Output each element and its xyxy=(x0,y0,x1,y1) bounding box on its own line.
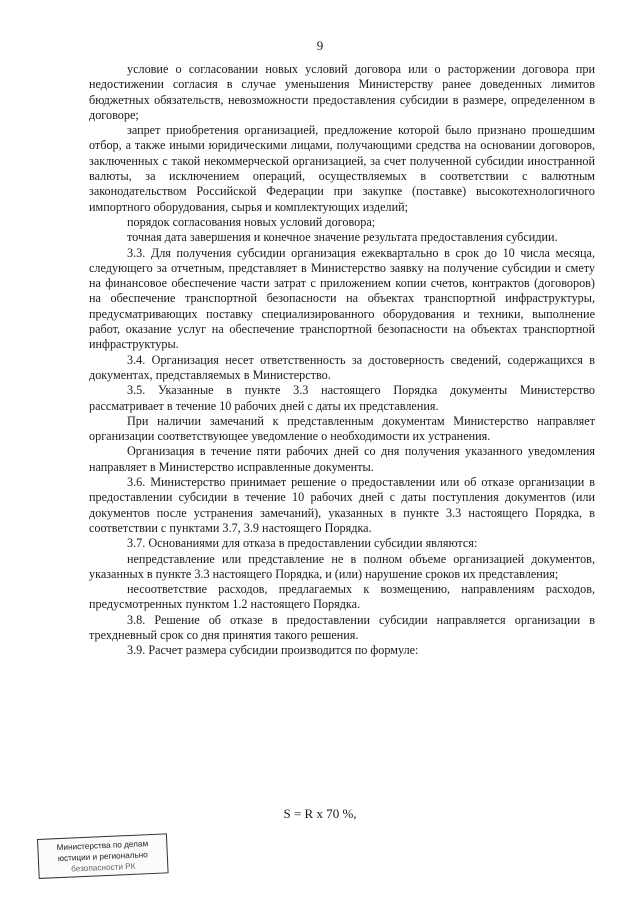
paragraph-3-3: 3.3. Для получения субсидии организация ежеквартально в срок до 10 числа месяца, следующего за отчетным, представляет в Министерство заявку на получение субсидии и смету на финансовое обеспечение части затрат с приложением копии счетов, контрактов (договоров) на обеспечение транспортной безопасности на объектах транспортной инфраструктуры, предусматривающих поставку специализированного оборудования и техники, выполнение работ, оказание услуг на обеспечение транспортной безопасности на объектах транспортной инфраструктуры. xyxy=(89,245,595,352)
paragraph-3-6: 3.6. Министерство принимает решение о предоставлении или об отказе организации в предоставлении субсидии в течение 10 рабочих дней с даты поступления документов (или документов после устранения замечаний), указанных в пункте 3.3 настоящего Порядка, в соответствии с пунктами 3.7, 3.9 настоящего Порядка. xyxy=(89,475,595,535)
paragraph-3-4: 3.4. Организация несет ответственность за достоверность сведений, содержащихся в документах, представляемых в Министерство. xyxy=(89,352,595,382)
paragraph-3-8: 3.8. Решение об отказе в предоставлении субсидии направляется организации в трехдневный срок со дня принятия такого решения. xyxy=(89,612,595,642)
paragraph-resubmission: Организация в течение пяти рабочих дней со дня получения указанного уведомления направляет в Министерство исправленные документы. xyxy=(89,444,595,474)
paragraph-refusal-reason-2: несоответствие расходов, предлагаемых к возмещению, направлениям расходов, предусмотренных пунктом 1.2 настоящего Порядка. xyxy=(89,582,595,612)
paragraph-currency-prohibition: запрет приобретения организацией, предложение которой было признано прошедшим отбор, а также иными юридическими лицами, получающими средства на основании договоров, заключенных с такой некоммерческой организацией, за счет полученной субсидии иностранной валюты, за исключением операций, осуществляемых в соответствии с валютным законодательством Российской Федерации при закупке (поставке) высокотехнологичного импортного оборудования, сырья и комплектующих изделий; xyxy=(89,123,595,214)
subsidy-formula: S = R x 70 %, xyxy=(283,806,357,821)
stamp-line-1: Министерства по делам xyxy=(56,839,149,853)
paragraph-3-7: 3.7. Основаниями для отказа в предоставлении субсидии являются: xyxy=(127,536,478,551)
stamp-line-2: юстиции и регионально xyxy=(57,850,148,864)
page-number: 9 xyxy=(316,38,324,53)
paragraph-termination-condition: условие о согласовании новых условий договора или о расторжении договора при недостижении согласия в случае уменьшения Министерству ранее доведенных лимитов бюджетных обязательств, невозможности предоставления субсидии в размере, определенном в договоре; xyxy=(89,62,595,122)
paragraph-remarks: При наличии замечаний к представленным документам Министерство направляет организации соответствующее уведомление о необходимости их устранения. xyxy=(89,413,595,444)
paragraph-3-9: 3.9. Расчет размера субсидии производится по формуле: xyxy=(127,643,419,658)
paragraph-agreement-procedure: порядок согласования новых условий договора; xyxy=(127,214,376,229)
stamp-line-3: безопасности РК xyxy=(71,861,136,874)
document-body xyxy=(89,62,595,659)
ministry-stamp xyxy=(37,833,169,879)
paragraph-3-5: 3.5. Указанные в пункте 3.3 настоящего Порядка документы Министерство рассматривает в течение 10 рабочих дней с даты их представления. xyxy=(89,383,595,413)
paragraph-completion-date: точная дата завершения и конечное значение результата предоставления субсидии. xyxy=(127,230,558,245)
paragraph-refusal-reason-1: непредставление или представление не в полном объеме организацией документов, указанных в пункте 3.3 настоящего Порядка, и (или) нарушение сроков их представления; xyxy=(89,551,595,581)
